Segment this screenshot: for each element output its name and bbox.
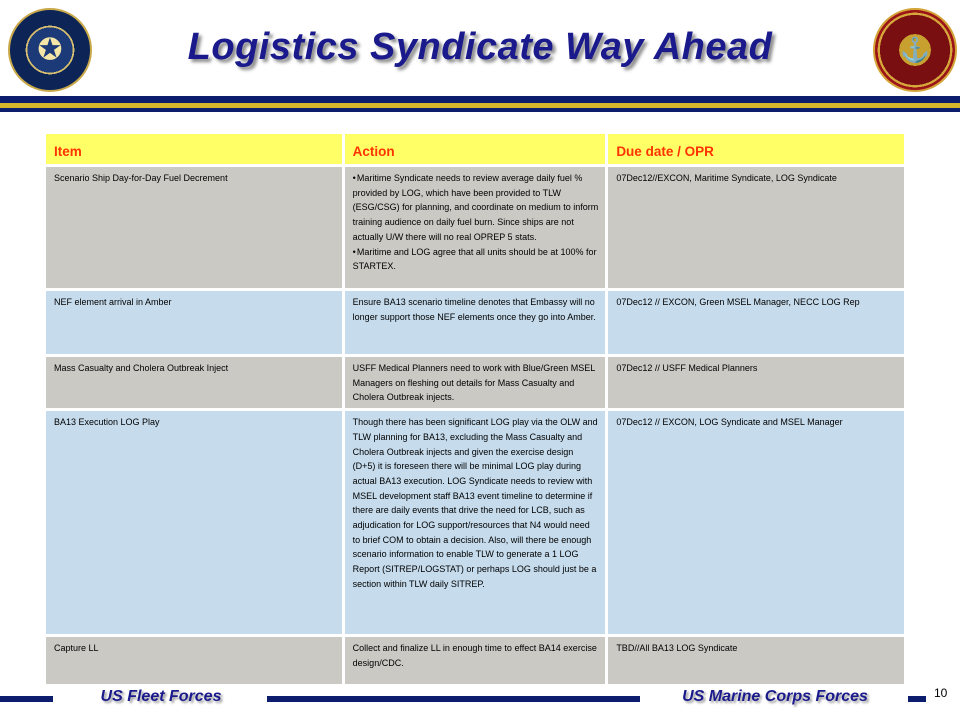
action-cell: Though there has been significant LOG play via the OLW and TLW planning for BA13, excluding the Mass Casualty and Cholera Outbreak injects and given the exercise design (D+5) it is foreseen there will be minimal LOG play during actual BA13 execution. LOG Syndicate needs to review with MSEL development staff BA13 event timeline to determine if there are daily events that drive the need for LCB, such as adjudication for LOG support/resources that N4 would need to brief COM to obtain a decision. Also, will there be enough scenario information to enable TLW to generate a 1 LOG Report (SITREP/LOGSTAT) or perhaps LOG should just be a section within TLW daily SITREP.: [343, 410, 607, 636]
action-bullets: [353, 171, 599, 274]
column-header-due: Due date / OPR: [607, 133, 906, 166]
action-cell: USFF Medical Planners need to work with Blue/Green MSEL Managers on fleshing out details for Mass Casualty and Cholera Outbreak injects.: [343, 356, 607, 410]
footer-marine-corps: US Marine Corps Forces: [682, 688, 868, 705]
marine-corps-seal: [873, 8, 957, 92]
due-cell: 07Dec12 // EXCON, Green MSEL Manager, NECC LOG Rep: [607, 290, 906, 356]
fleet-forces-seal: [8, 8, 92, 92]
slide-title: Logistics Syndicate Way Ahead: [187, 26, 773, 68]
table-row: [45, 356, 906, 410]
action-cell: [343, 166, 607, 290]
table-header-row: [45, 133, 906, 166]
item-cell: Scenario Ship Day-for-Day Fuel Decrement: [45, 166, 344, 290]
due-cell: 07Dec12//EXCON, Maritime Syndicate, LOG Syndicate: [607, 166, 906, 290]
page-number: 10: [934, 686, 948, 700]
table-row: [45, 636, 906, 686]
action-bullet: • Maritime Syndicate needs to review average daily fuel % provided by LOG, which have been provided to TLW (ESG/CSG) for planning, and coordinate on medium to inform training audience on daily fuel burn. Since ships are not actually U/W there will no real OPREP 5 stats.: [353, 171, 599, 245]
column-header-action: Action: [343, 133, 607, 166]
due-cell: 07Dec12 // USFF Medical Planners: [607, 356, 906, 410]
footer-divider-middle: [267, 696, 640, 702]
table-row: [45, 290, 906, 356]
header-divider-navy-lower: [0, 108, 960, 112]
action-bullet: • Maritime and LOG agree that all units should be at 100% for STARTEX.: [353, 245, 599, 274]
globe-anchor-icon: ⚓: [900, 36, 930, 64]
footer-fleet-forces: US Fleet Forces: [100, 688, 222, 705]
item-cell: BA13 Execution LOG Play: [45, 410, 344, 636]
column-header-item: Item: [45, 133, 344, 166]
due-cell: TBD//All BA13 LOG Syndicate: [607, 636, 906, 686]
eagle-icon: ✪: [37, 32, 63, 68]
item-cell: Capture LL: [45, 636, 344, 686]
action-cell: Ensure BA13 scenario timeline denotes that Embassy will no longer support those NEF elements once they go into Amber.: [343, 290, 607, 356]
table-row: [45, 166, 906, 290]
action-cell: Collect and finalize LL in enough time to effect BA14 exercise design/CDC.: [343, 636, 607, 686]
due-cell: 07Dec12 // EXCON, LOG Syndicate and MSEL Manager: [607, 410, 906, 636]
way-ahead-table: [43, 131, 907, 687]
item-cell: NEF element arrival in Amber: [45, 290, 344, 356]
footer-divider-left: [0, 696, 53, 702]
footer-divider-right: [908, 696, 926, 702]
item-cell: Mass Casualty and Cholera Outbreak Inject: [45, 356, 344, 410]
table-row: [45, 410, 906, 636]
header-divider-navy: [0, 96, 960, 103]
